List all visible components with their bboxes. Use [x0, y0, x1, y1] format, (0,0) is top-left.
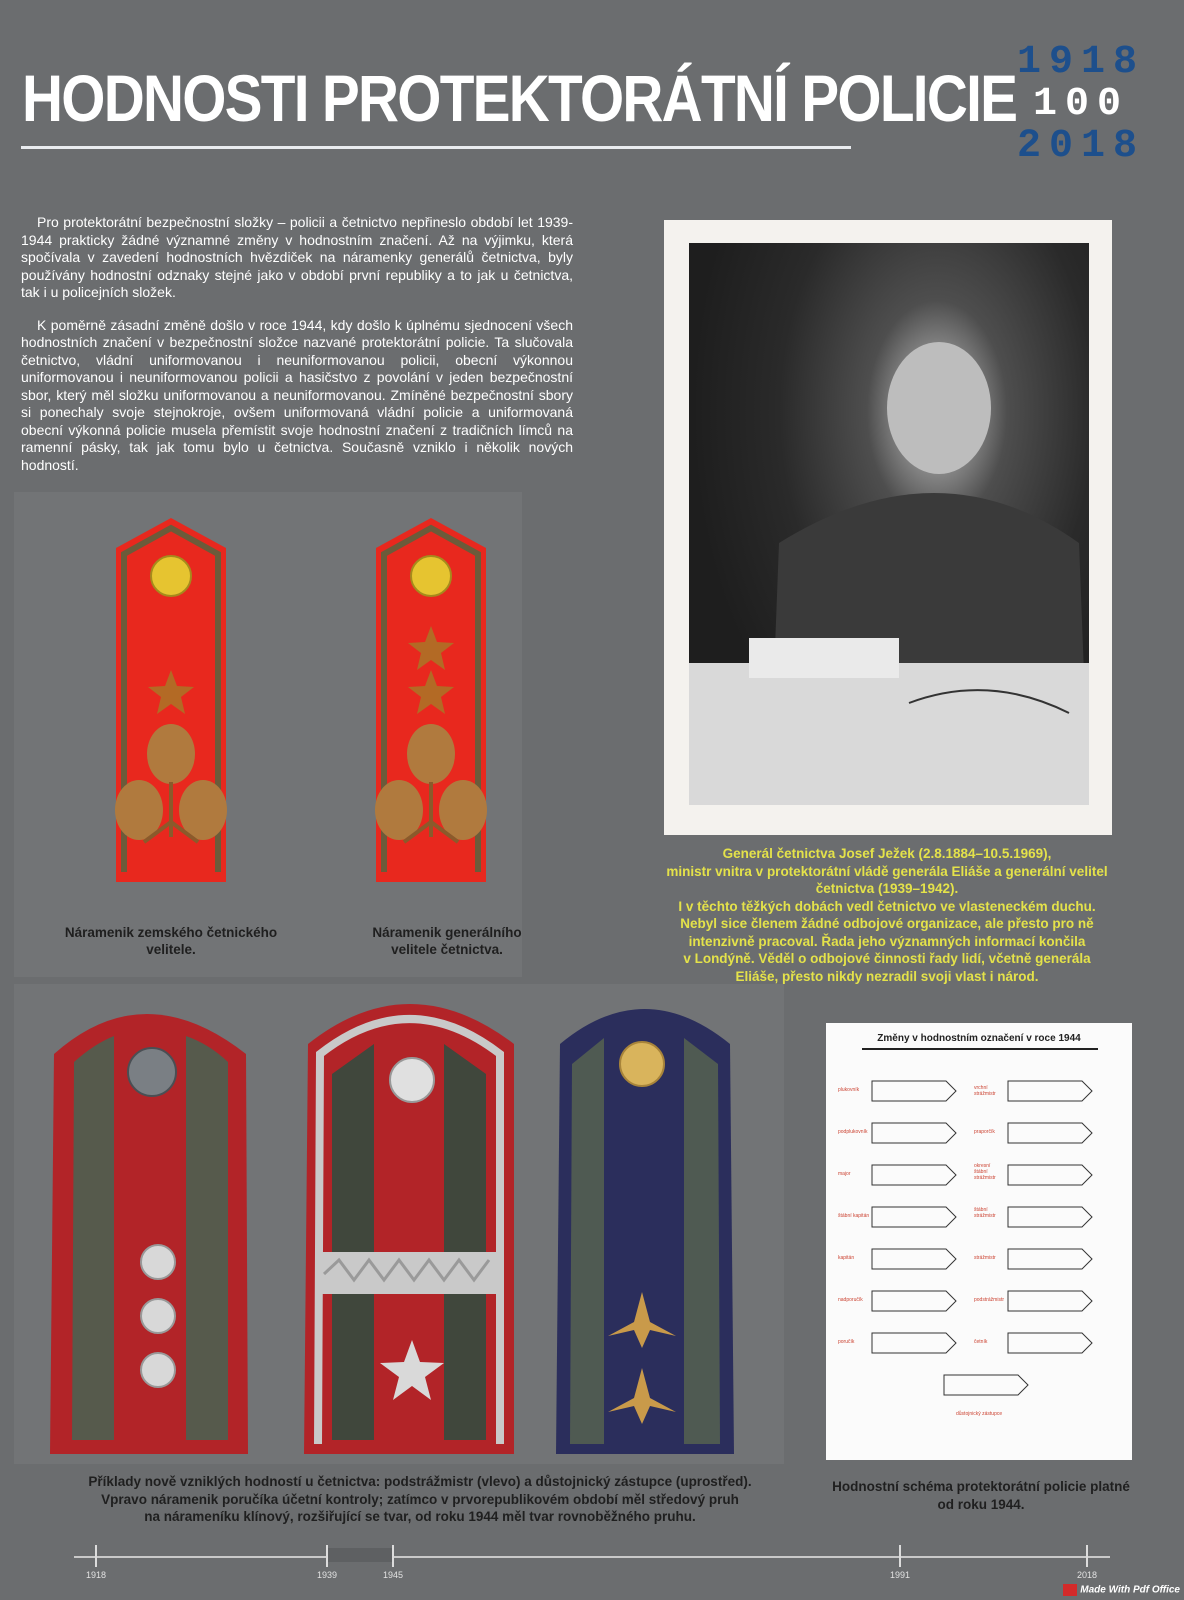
- intro-text: [21, 214, 573, 489]
- timeline-label: 1945: [382, 1570, 404, 1580]
- centenary-badge: [1016, 42, 1146, 168]
- timeline-label: 1918: [85, 1570, 107, 1580]
- timeline-tick: [326, 1545, 328, 1567]
- button-icon: [141, 1245, 175, 1279]
- button-icon: [151, 556, 191, 596]
- timeline: [74, 1556, 1110, 1580]
- button-icon: [390, 1058, 434, 1102]
- timeline-highlight-band: [326, 1548, 392, 1562]
- button-icon: [128, 1048, 176, 1096]
- title-underline: [21, 146, 851, 149]
- portrait-caption: Generál četnictva Josef Ježek (2.8.1884–10.5.1969), ministr vnitra v protektorátní vládě generála Eliáše a generální velitel četnictva (1939–1942). I v těchto těžkých dobách vedl četnictvo ve vlasteneckém duchu. Nebyl sice členem žádné odbojové organizace, ale přesto pro ně intenzivně pracoval. Řada jeho významných informací končila v Londýně. Věděl o odbojové činnosti řady lidí, včetně generála Eliáše, přesto nikdy nezradil svoji vlast i národ.: [666, 846, 1108, 984]
- button-icon: [141, 1353, 175, 1387]
- caption-generalni-velitel: Náramenik generálního velitele četnictva.: [372, 925, 522, 957]
- bottom-epaulettes-illustration: [14, 984, 784, 1464]
- button-icon: [141, 1299, 175, 1333]
- timeline-label: 1991: [889, 1570, 911, 1580]
- timeline-label: 1939: [316, 1570, 338, 1580]
- timeline-tick: [392, 1545, 394, 1567]
- caption-zemsky-velitel: Náramenik zemského četnického velitele.: [64, 925, 278, 957]
- epaulette-podstrazmistr: [50, 1014, 248, 1454]
- epaulette-zemsky-velitel: [115, 518, 227, 882]
- pdf-office-logo-icon: [1063, 1584, 1077, 1596]
- badge-year-start: 1918: [1016, 40, 1145, 85]
- timeline-tick: [1086, 1545, 1088, 1567]
- scheme-title: Změny v hodnostním označení v roce 1944: [877, 1033, 1081, 1044]
- timeline-tick: [899, 1545, 901, 1567]
- portrait-illustration: [689, 243, 1089, 805]
- scheme-caption: Hodnostní schéma protektorátní policie platné od roku 1944.: [832, 1479, 1130, 1512]
- button-icon: [620, 1042, 664, 1086]
- intro-paragraph-1: Pro protektorátní bezpečnostní složky – policii a četnictvo nepřineslo období let 1939-1944 prakticky žádné významné změny v hodnostním značení. Až na výjimku, která spočívala v zavedení hodnostních hvězdiček na náramenky generálů četnictva, byly používány hodnostní odznaky stejné jako v období první republiky a to jak u četnictva, tak i u policejních složek.: [21, 214, 573, 300]
- bottom-epaulettes-panel: [14, 984, 784, 1464]
- top-epaulettes-panel: [14, 492, 522, 977]
- epaulette-porucik-ucetni-kontroly: [556, 1009, 734, 1454]
- epaulette-generalni-velitel: [375, 518, 487, 882]
- epaulette-dustojnicky-zastupce: [304, 1004, 514, 1454]
- badge-years-count: 100: [1032, 82, 1129, 127]
- portrait-photo: [689, 243, 1089, 805]
- badge-year-end: 2018: [1016, 124, 1145, 169]
- made-with-watermark: Made With Pdf Office: [1063, 1584, 1180, 1596]
- bottom-caption: Příklady nově vzniklých hodností u četnictva: podstrážmistr (vlevo) a důstojnický zástupce (uprostřed). Vpravo náramenik poručíka účetní kontroly; zatímco v prvorepublikovém období měl středový pruh na nárameníku klínový, rozšiřující se tvar, od roku 1944 měl tvar rovnoběžného pruhu.: [88, 1474, 752, 1524]
- timeline-tick: [95, 1545, 97, 1567]
- top-epaulettes-illustration: [14, 492, 522, 912]
- rank-scheme: Změny v hodnostním označení v roce 1944 plukovník podplukovník major štábní kapitán kapitán nadporučík poručík vrchní strážmistr praporčík okresní štábní strážmistr štábní strážmistr strážmistr podstrážmistr četník důstojnický zástupce: [826, 1023, 1132, 1460]
- button-icon: [411, 556, 451, 596]
- intro-paragraph-2: K poměrně zásadní změně došlo v roce 1944, kdy došlo k úplnému sjednocení všech hodnostních značení v bezpečnostní složce nazvané protektorátní policie. Ta slučovala četnictvo, vládní uniformovanou i neuniformovanou policii, obecní výkonnou uniformovanou i neuniformovanou policii a hasičstvo z povolání v jeden bezpečnostní sbor, který měl složku uniformovanou a neuniformovanou. Zmíněné bezpečnostní sbory si ponechaly svoje stejnokroje, ovšem uniformovaná vládní policie a uniformovaná obecní výkonná policie musela přemístit svoje hodnostní značení z tradičních límců na ramenní pásky, tak jak tomu bylo u četnictva. Současně vzniklo i několik nových hodností.: [21, 316, 573, 473]
- timeline-label: 2018: [1076, 1570, 1098, 1580]
- page-title: HODNOSTI PROTEKTORÁTNÍ POLICIE: [22, 61, 1017, 135]
